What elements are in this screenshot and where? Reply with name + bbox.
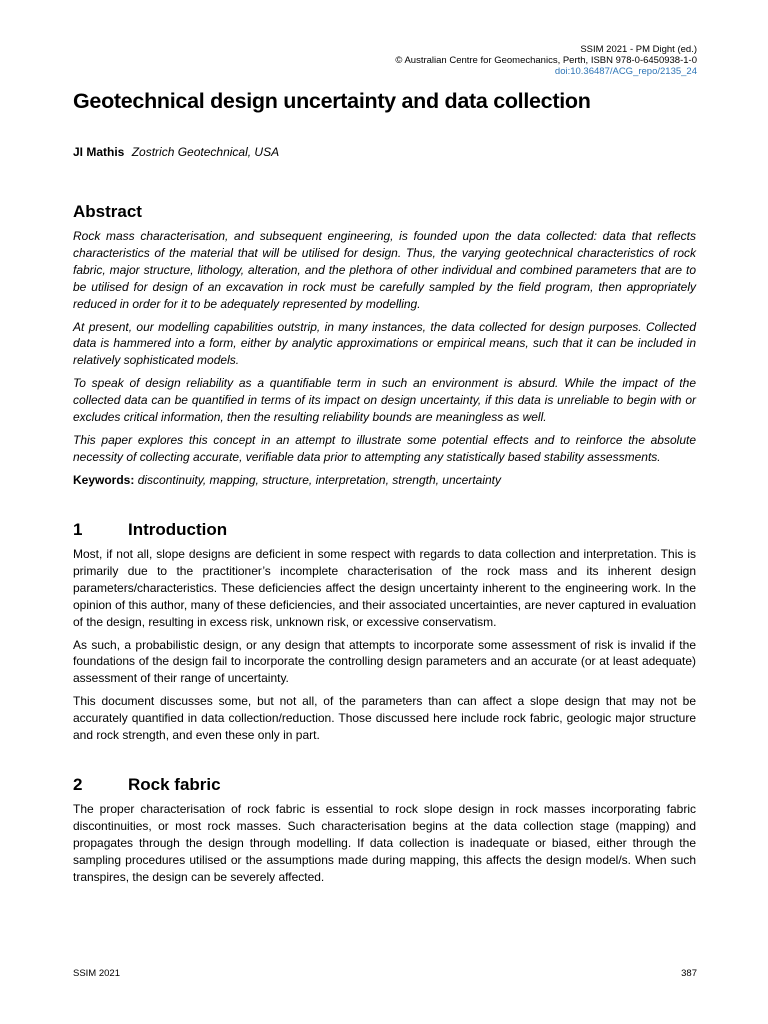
author-line — [73, 145, 279, 159]
section-heading-introduction — [73, 520, 227, 540]
keywords-list: discontinuity, mapping, structure, interpretation, strength, uncertainty — [137, 472, 502, 487]
section-number: 2 — [73, 775, 83, 794]
keywords-line — [73, 472, 696, 489]
footer-conference: SSIM 2021 — [73, 968, 120, 979]
body-paragraph: As such, a probabilistic design, or any design that attempts to incorporate some assessment of risk is invalid if the foundations of the design fail to incorporate the controlling design parameters and an accurate (or at least adequate) assessment of their range of uncertainty. — [73, 637, 696, 686]
abstract-heading: Abstract — [73, 202, 142, 221]
body-paragraph: This document discusses some, but not all, of the parameters than can affect a slope design that may not be accurately quantified in data collection/reduction. Those discussed here include rock fabric, geologic major structure and rock strength, and even these only in part. — [73, 694, 696, 743]
header-proceedings: SSIM 2021 - PM Dight (ed.) — [580, 44, 697, 55]
page-number: 387 — [681, 968, 697, 979]
abstract-paragraph: To speak of design reliability as a quantifiable term in such an environment is absurd. While the impact of the collected data can be quantified in terms of its impact on design uncertainty, if this data is unreliable to begin with or excludes critical information, then the resulting reliability bounds are meaningless as well. — [73, 376, 696, 425]
paper-title: Geotechnical design uncertainty and data collection — [73, 89, 591, 113]
body-paragraph: The proper characterisation of rock fabric is essential to rock slope design in rock masses incorporating fabric discontinuities, or most rock masses. Such characterisation begins at the data collection stage (mapping) and propagates through the design through modelling. If data collection is inadequate or biased, either through the sampling procedures utilised or the assumptions made during mapping, this affects the design model/s. When such transpires, the design can be severely affected. — [73, 802, 696, 884]
running-header — [395, 44, 697, 77]
keywords-label: Keywords: — [73, 472, 135, 487]
abstract-body — [73, 228, 696, 489]
abstract-paragraph: Rock mass characterisation, and subsequent engineering, is founded upon the data collected: data that reflects characteristics of the material that will be utilised for design. Thus, the varying geotechnical characteristics of rock fabric, major structure, lithology, alteration, and the plethora of other individual and combined parameters that are to be utilised for design of an excavation in rock must be carefully sampled by the field program, then appropriately reduced in order for it to be adequately represented by modelling. — [73, 229, 696, 311]
section-title: Rock fabric — [128, 775, 221, 794]
author-name: JI Mathis — [73, 145, 125, 159]
abstract-paragraph: At present, our modelling capabilities outstrip, in many instances, the data collected for design purposes. Collected data is hammered into a form, either by analytic approximations or empirical means, such that it can be included in relatively sophisticated models. — [73, 319, 696, 368]
section-title: Introduction — [128, 520, 228, 539]
section-number: 1 — [73, 520, 83, 539]
header-doi-link[interactable]: doi:10.36487/ACG_repo/2135_24 — [554, 66, 697, 77]
introduction-body — [73, 546, 696, 750]
rock-fabric-body — [73, 801, 696, 892]
author-affiliation: Zostrich Geotechnical, USA — [131, 145, 280, 159]
abstract-paragraph: This paper explores this concept in an attempt to illustrate some potential effects and to reinforce the absolute necessity of collecting accurate, verifiable data prior to attempting any statistically based stability assessments. — [73, 432, 696, 464]
body-paragraph: Most, if not all, slope designs are deficient in some respect with regards to data collection and interpretation. This is primarily due to the practitioner’s incomplete characterisation of the rock mass and its inherent design parameters/characteristics. These deficiencies affect the design uncertainty inherent to the engineering work. In the opinion of this author, many of these deficiencies, and their associated uncertainties, are never captured in evaluation of the design, resulting in excess risk, unknown risk, or excessive conservatism. — [73, 547, 696, 629]
header-publisher: © Australian Centre for Geomechanics, Perth, ISBN 978-0-6450938-1-0 — [395, 55, 697, 66]
section-heading-rock-fabric — [73, 775, 221, 795]
